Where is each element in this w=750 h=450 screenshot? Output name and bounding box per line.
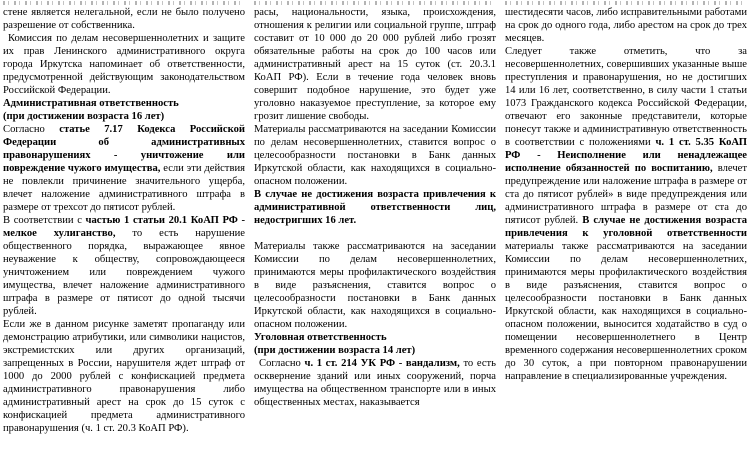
bold-text-run: (при достижении возраста 14 лет) [254, 345, 416, 356]
text-run: Материалы рассматриваются на заседании Комиссии по делам несовершеннолетних, ставится вопрос о целесообразности постановки в Банк данных Иркутской области, как находящихся в социально-опасном положении. [254, 124, 496, 187]
paragraph [254, 357, 496, 409]
text-run: Согласно [3, 124, 60, 135]
bold-text-run: частью 1 статьи 20.1 КоАП РФ - мелкое хулиганство, [3, 215, 245, 239]
text-run: Материалы также рассматриваются на заседании Комиссии по делам несовершеннолетних, принимаются меры профилактического воздействия в виде разъяснения, ставится вопрос о целесообразности постановки в Банк данных Иркутской области, как находящихся в социально-опасном положении. [254, 241, 496, 330]
paragraph [3, 318, 245, 435]
paragraph [254, 331, 496, 344]
paragraph [3, 123, 245, 214]
text-run: Согласно [259, 358, 305, 369]
text-column-3 [505, 1, 747, 450]
paragraph [254, 123, 496, 188]
text-run: шестидесяти часов, либо исправительными работами на срок до одного года, либо арестом на срок до трех месяцев. [505, 7, 747, 44]
paragraph [3, 32, 245, 97]
paragraph [254, 6, 496, 123]
bold-text-run: ч. 1 ст. 5.35 КоАП РФ - Неисполнение или ненадлежащее исполнение обязанностей по воспитанию, [505, 137, 747, 174]
text-column-2 [254, 1, 496, 450]
paragraph [3, 97, 245, 110]
text-run: расы, национальности, языка, происхождения, отношения к религии или социальной группе, штраф составит от 10 000 до 20 000 рублей либо грозят обязательные работы на срок до 100 часов или административный арест на 15 суток (ст. 20.3.1 КоАП РФ). Если в течение года человек вновь совершит подобное нарушение, это будет уже уголовно наказуемое преступление, за которое ему грозит лишение свободы. [254, 7, 496, 122]
text-run: влечет предупреждение или наложение штрафа в размере от ста до пятисот рублей» в виде предупреждения или административного штрафа в размере от ста до пятисот рублей. [505, 163, 747, 226]
text-column-1 [3, 1, 245, 450]
bold-text-run: статье 7.17 Кодекса Российской Федерации об административных правонарушениях - уничтожение или повреждение чужого имущества, [3, 124, 245, 174]
text-run: если эти действия не повлекли причинение значительного ущерба, влечет наложение административного штрафа в размере от трехсот до пятисот рублей. [3, 163, 245, 213]
bold-text-run: В случае не достижения возраста привлечения к уголовной ответственности [505, 215, 747, 239]
text-run: то есть осквернение зданий или иных сооружений, порча имущества на общественном транспорте или в иных общественных местах, наказывается [254, 358, 496, 408]
cropped-line-top [254, 1, 496, 5]
paragraph [254, 240, 496, 331]
paragraph [3, 6, 245, 32]
bold-text-run: Административная ответственность [3, 98, 179, 109]
cropped-line-top [3, 1, 245, 5]
paragraph [254, 188, 496, 227]
text-run: В соответствии с [3, 215, 86, 226]
bold-text-run: В случае не достижения возраста привлечения к административной ответственности лиц, недостригших 16 лет. [254, 189, 496, 226]
paragraph [505, 45, 747, 383]
paragraph [505, 6, 747, 45]
bold-text-run: Уголовная ответственность [254, 332, 387, 343]
text-run: стене является нелегальной, если не было получено разрешение от собственника. [3, 7, 245, 31]
cropped-line-top [505, 1, 747, 5]
paragraph [254, 344, 496, 357]
text-run: Следует также отметить, что за несовершеннолетних, совершивших указанные выше преступления и правонарушения, но не достигших 14 или 16 лет, соответственно, в силу части 1 статьи 1073 Гражданского кодекса Российской Федерации, отвечают его законные представители, которые понесут также и административную ответственность в соответствии с положениями [505, 46, 747, 148]
paragraph [3, 214, 245, 318]
paragraph [3, 110, 245, 123]
text-run: то есть нарушение общественного порядка, выражающее явное неуважение к обществу, сопровождающееся уничтожением или повреждением чужого имущества, влечет наложение административного штрафа в размере от пятисот до одной тысячи рублей. [3, 228, 245, 317]
bold-text-run: (при достижении возраста 16 лет) [3, 111, 165, 122]
text-run: материалы также рассматриваются на заседании Комиссии по делам несовершеннолетних, принимаются меры профилактического воздействия в виде разъяснения, ставится вопрос о целесообразности постановки в Банк данных Иркутской области, как находящихся в социально-опасном положении, выносится ходатайство в суд о помещении несовершеннолетнего в Центр временного содержания несовершеннолетних сроком до 30 суток, а при повторном правонарушении направление в специализированные учреждения. [505, 241, 747, 382]
text-run: Если же в данном рисунке заметят пропаганду или демонстрацию атрибутики, или символики нацистов, экстремистских или других организаций, запрещенных в России, нарушителя ждет штраф от 1000 до 2000 рублей с конфискацией предмета административного правонарушения либо административный арест на срок до 15 суток с конфискацией предмета административного правонарушения (ч. 1 ст. 20.3 КоАП РФ). [3, 319, 245, 434]
text-run: Комиссия по делам несовершеннолетних и защите их прав Ленинского административного округа города Иркутска напоминает об ответственности, предусмотренной действующим законодательством Российской Федерации. [3, 33, 245, 96]
bold-text-run: ч. 1 ст. 214 УК РФ - вандализм, [304, 358, 460, 369]
